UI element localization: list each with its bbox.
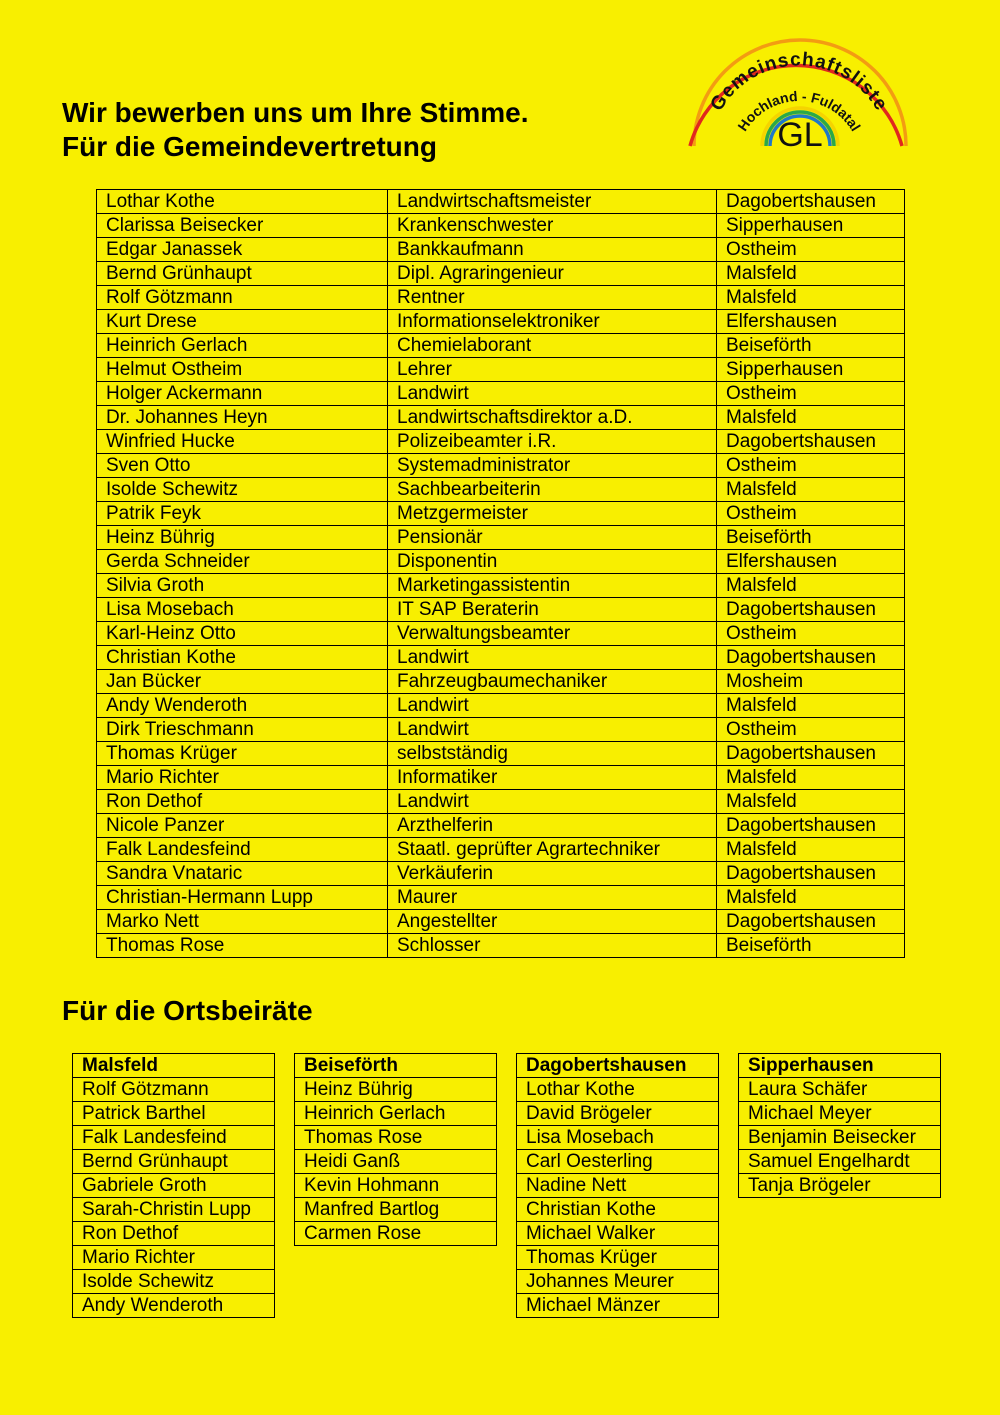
table-row <box>97 358 905 382</box>
candidate-occupation: Landwirt <box>388 790 717 814</box>
candidate-place: Dagobertshausen <box>717 646 905 670</box>
candidate-occupation: Fahrzeugbaumechaniker <box>388 670 717 694</box>
member-name: Ron Dethof <box>73 1222 275 1246</box>
candidate-name: Patrik Feyk <box>97 502 388 526</box>
candidate-occupation: Disponentin <box>388 550 717 574</box>
candidate-name: Bernd Grünhaupt <box>97 262 388 286</box>
candidate-place: Beiseförth <box>717 526 905 550</box>
candidate-place: Malsfeld <box>717 262 905 286</box>
candidate-place: Malsfeld <box>717 790 905 814</box>
table-row <box>517 1198 719 1222</box>
candidate-occupation: Angestellter <box>388 910 717 934</box>
member-name: Falk Landesfeind <box>73 1126 275 1150</box>
candidate-name: Rolf Götzmann <box>97 286 388 310</box>
candidate-occupation: Landwirt <box>388 382 717 406</box>
candidate-name: Silvia Groth <box>97 574 388 598</box>
candidate-place: Dagobertshausen <box>717 910 905 934</box>
candidate-occupation: Metzgermeister <box>388 502 717 526</box>
member-name: Benjamin Beisecker <box>739 1126 941 1150</box>
candidate-place: Elfershausen <box>717 550 905 574</box>
table-row <box>97 550 905 574</box>
candidate-occupation: Landwirtschaftsmeister <box>388 190 717 214</box>
table-row <box>97 574 905 598</box>
member-name: Bernd Grünhaupt <box>73 1150 275 1174</box>
ortsbeirat-title: Sipperhausen <box>739 1054 941 1078</box>
member-name: Nadine Nett <box>517 1174 719 1198</box>
table-row <box>97 454 905 478</box>
candidate-occupation: Krankenschwester <box>388 214 717 238</box>
candidate-place: Sipperhausen <box>717 358 905 382</box>
table-row <box>97 430 905 454</box>
table-row <box>517 1078 719 1102</box>
member-name: Michael Meyer <box>739 1102 941 1126</box>
candidate-occupation: Informatiker <box>388 766 717 790</box>
table-row <box>97 910 905 934</box>
member-name: Gabriele Groth <box>73 1174 275 1198</box>
candidate-occupation: Staatl. geprüfter Agrartechniker <box>388 838 717 862</box>
candidate-place: Dagobertshausen <box>717 814 905 838</box>
candidate-table <box>96 189 905 958</box>
candidate-occupation: Verwaltungsbeamter <box>388 622 717 646</box>
candidate-place: Malsfeld <box>717 838 905 862</box>
candidate-name: Mario Richter <box>97 766 388 790</box>
table-row <box>73 1222 275 1246</box>
member-name: Johannes Meurer <box>517 1270 719 1294</box>
table-row <box>97 334 905 358</box>
member-name: Thomas Rose <box>295 1126 497 1150</box>
candidate-place: Dagobertshausen <box>717 190 905 214</box>
table-row <box>73 1270 275 1294</box>
candidate-name: Winfried Hucke <box>97 430 388 454</box>
ortsbeirat-heading: Für die Ortsbeiräte <box>62 995 313 1026</box>
candidate-place: Dagobertshausen <box>717 430 905 454</box>
table-row <box>295 1126 497 1150</box>
member-name: Mario Richter <box>73 1246 275 1270</box>
member-name: David Brögeler <box>517 1102 719 1126</box>
table-row <box>97 838 905 862</box>
table-row <box>97 694 905 718</box>
member-name: Kevin Hohmann <box>295 1174 497 1198</box>
candidate-occupation: Landwirt <box>388 718 717 742</box>
table-row <box>73 1150 275 1174</box>
candidate-name: Edgar Janassek <box>97 238 388 262</box>
candidate-name: Thomas Krüger <box>97 742 388 766</box>
table-row <box>97 262 905 286</box>
table-row <box>517 1294 719 1318</box>
candidate-occupation: Landwirt <box>388 694 717 718</box>
ortsbeirat-title: Beiseförth <box>295 1054 497 1078</box>
candidate-name: Marko Nett <box>97 910 388 934</box>
candidate-name: Sven Otto <box>97 454 388 478</box>
table-row <box>97 934 905 958</box>
table-row <box>73 1246 275 1270</box>
heading-line-1: Wir bewerben uns um Ihre Stimme. <box>62 97 529 128</box>
table-row <box>517 1270 719 1294</box>
table-row <box>97 886 905 910</box>
table-row <box>97 286 905 310</box>
candidate-occupation: Landwirt <box>388 646 717 670</box>
table-header-row <box>739 1054 941 1078</box>
candidate-place: Malsfeld <box>717 286 905 310</box>
table-row <box>295 1078 497 1102</box>
candidate-name: Lisa Mosebach <box>97 598 388 622</box>
candidate-name: Christian Kothe <box>97 646 388 670</box>
table-row <box>295 1222 497 1246</box>
table-row <box>97 382 905 406</box>
member-name: Carmen Rose <box>295 1222 497 1246</box>
table-row <box>97 478 905 502</box>
candidate-occupation: Informationselektroniker <box>388 310 717 334</box>
table-row <box>739 1102 941 1126</box>
candidate-place: Malsfeld <box>717 766 905 790</box>
table-header-row <box>517 1054 719 1078</box>
member-name: Manfred Bartlog <box>295 1198 497 1222</box>
ortsbeirat-sipperhausen-table <box>738 1053 941 1198</box>
candidate-place: Ostheim <box>717 454 905 478</box>
candidate-place: Malsfeld <box>717 574 905 598</box>
table-row <box>97 718 905 742</box>
candidate-name: Holger Ackermann <box>97 382 388 406</box>
candidate-place: Ostheim <box>717 238 905 262</box>
member-name: Michael Mänzer <box>517 1294 719 1318</box>
member-name: Carl Oesterling <box>517 1150 719 1174</box>
member-name: Lisa Mosebach <box>517 1126 719 1150</box>
heading-line-2: Für die Gemeindevertretung <box>62 131 437 162</box>
candidate-name: Gerda Schneider <box>97 550 388 574</box>
candidate-place: Dagobertshausen <box>717 598 905 622</box>
table-row <box>739 1174 941 1198</box>
logo-sub-text: Hochland - Fuldatal <box>734 87 864 134</box>
table-row <box>97 670 905 694</box>
member-name: Heidi Ganß <box>295 1150 497 1174</box>
candidate-place: Dagobertshausen <box>717 862 905 886</box>
candidate-place: Malsfeld <box>717 478 905 502</box>
table-row <box>73 1102 275 1126</box>
candidate-occupation: selbstständig <box>388 742 717 766</box>
candidate-place: Malsfeld <box>717 406 905 430</box>
candidate-occupation: Landwirtschaftsdirektor a.D. <box>388 406 717 430</box>
table-row <box>97 814 905 838</box>
table-row <box>517 1126 719 1150</box>
table-row <box>517 1150 719 1174</box>
table-row <box>73 1294 275 1318</box>
table-header-row <box>295 1054 497 1078</box>
candidate-occupation: Sachbearbeiterin <box>388 478 717 502</box>
candidate-place: Beiseförth <box>717 334 905 358</box>
candidate-occupation: IT SAP Beraterin <box>388 598 717 622</box>
candidate-name: Lothar Kothe <box>97 190 388 214</box>
table-row <box>97 598 905 622</box>
table-row <box>97 622 905 646</box>
candidate-name: Helmut Ostheim <box>97 358 388 382</box>
candidate-name: Dirk Trieschmann <box>97 718 388 742</box>
table-row <box>73 1078 275 1102</box>
logo-arc-text: Gemeinschaftsliste <box>706 49 892 115</box>
table-row <box>97 502 905 526</box>
candidate-occupation: Maurer <box>388 886 717 910</box>
table-row <box>517 1246 719 1270</box>
ortsbeirat-dagobertshausen-table <box>516 1053 719 1318</box>
ortsbeirat-title: Malsfeld <box>73 1054 275 1078</box>
candidate-name: Heinrich Gerlach <box>97 334 388 358</box>
candidate-occupation: Marketingassistentin <box>388 574 717 598</box>
ortsbeirat-title: Dagobertshausen <box>517 1054 719 1078</box>
candidate-occupation: Bankkaufmann <box>388 238 717 262</box>
candidate-name: Heinz Bührig <box>97 526 388 550</box>
member-name: Rolf Götzmann <box>73 1078 275 1102</box>
gemeinschaftsliste-logo <box>688 38 908 158</box>
member-name: Lothar Kothe <box>517 1078 719 1102</box>
candidate-place: Beiseförth <box>717 934 905 958</box>
table-row <box>517 1222 719 1246</box>
candidate-place: Sipperhausen <box>717 214 905 238</box>
table-row <box>97 406 905 430</box>
candidate-name: Thomas Rose <box>97 934 388 958</box>
candidate-name: Jan Bücker <box>97 670 388 694</box>
candidate-occupation: Lehrer <box>388 358 717 382</box>
candidate-name: Sandra Vnataric <box>97 862 388 886</box>
candidate-name: Nicole Panzer <box>97 814 388 838</box>
table-row <box>73 1126 275 1150</box>
candidate-occupation: Polizeibeamter i.R. <box>388 430 717 454</box>
table-header-row <box>73 1054 275 1078</box>
member-name: Tanja Brögeler <box>739 1174 941 1198</box>
table-row <box>295 1150 497 1174</box>
table-row <box>295 1198 497 1222</box>
candidate-occupation: Systemadministrator <box>388 454 717 478</box>
candidate-name: Dr. Johannes Heyn <box>97 406 388 430</box>
candidate-name: Kurt Drese <box>97 310 388 334</box>
member-name: Heinz Bührig <box>295 1078 497 1102</box>
table-row <box>739 1126 941 1150</box>
member-name: Samuel Engelhardt <box>739 1150 941 1174</box>
candidate-name: Andy Wenderoth <box>97 694 388 718</box>
candidate-place: Ostheim <box>717 718 905 742</box>
member-name: Heinrich Gerlach <box>295 1102 497 1126</box>
member-name: Andy Wenderoth <box>73 1294 275 1318</box>
candidate-occupation: Dipl. Agraringenieur <box>388 262 717 286</box>
candidate-occupation: Schlosser <box>388 934 717 958</box>
candidate-place: Malsfeld <box>717 694 905 718</box>
table-row <box>73 1174 275 1198</box>
table-row <box>295 1174 497 1198</box>
table-row <box>97 646 905 670</box>
page-heading <box>62 96 529 164</box>
member-name: Laura Schäfer <box>739 1078 941 1102</box>
member-name: Michael Walker <box>517 1222 719 1246</box>
candidate-name: Ron Dethof <box>97 790 388 814</box>
table-row <box>73 1198 275 1222</box>
candidate-occupation: Arzthelferin <box>388 814 717 838</box>
candidate-place: Ostheim <box>717 502 905 526</box>
logo-initials: GL <box>777 116 823 154</box>
table-row <box>517 1174 719 1198</box>
member-name: Christian Kothe <box>517 1198 719 1222</box>
table-row <box>97 214 905 238</box>
table-row <box>97 238 905 262</box>
candidate-place: Ostheim <box>717 622 905 646</box>
candidate-name: Clarissa Beisecker <box>97 214 388 238</box>
table-row <box>295 1102 497 1126</box>
member-name: Thomas Krüger <box>517 1246 719 1270</box>
candidate-place: Malsfeld <box>717 886 905 910</box>
candidate-place: Dagobertshausen <box>717 742 905 766</box>
member-name: Patrick Barthel <box>73 1102 275 1126</box>
table-row <box>97 526 905 550</box>
candidate-occupation: Verkäuferin <box>388 862 717 886</box>
ortsbeirat-malsfeld-table <box>72 1053 275 1318</box>
candidate-place: Ostheim <box>717 382 905 406</box>
candidate-occupation: Rentner <box>388 286 717 310</box>
table-row <box>97 742 905 766</box>
candidate-name: Falk Landesfeind <box>97 838 388 862</box>
candidate-occupation: Pensionär <box>388 526 717 550</box>
svg-text:Gemeinschaftsliste <box>706 49 891 115</box>
ortsbeirat-beisefoerth-table <box>294 1053 497 1246</box>
table-row <box>97 310 905 334</box>
member-name: Isolde Schewitz <box>73 1270 275 1294</box>
table-row <box>517 1102 719 1126</box>
candidate-place: Mosheim <box>717 670 905 694</box>
member-name: Sarah-Christin Lupp <box>73 1198 275 1222</box>
table-row <box>97 190 905 214</box>
candidate-name: Isolde Schewitz <box>97 478 388 502</box>
table-row <box>97 766 905 790</box>
candidate-place: Elfershausen <box>717 310 905 334</box>
table-row <box>739 1150 941 1174</box>
candidate-name: Christian-Hermann Lupp <box>97 886 388 910</box>
table-row <box>97 790 905 814</box>
table-row <box>739 1078 941 1102</box>
table-row <box>97 862 905 886</box>
candidate-occupation: Chemielaborant <box>388 334 717 358</box>
candidate-name: Karl-Heinz Otto <box>97 622 388 646</box>
